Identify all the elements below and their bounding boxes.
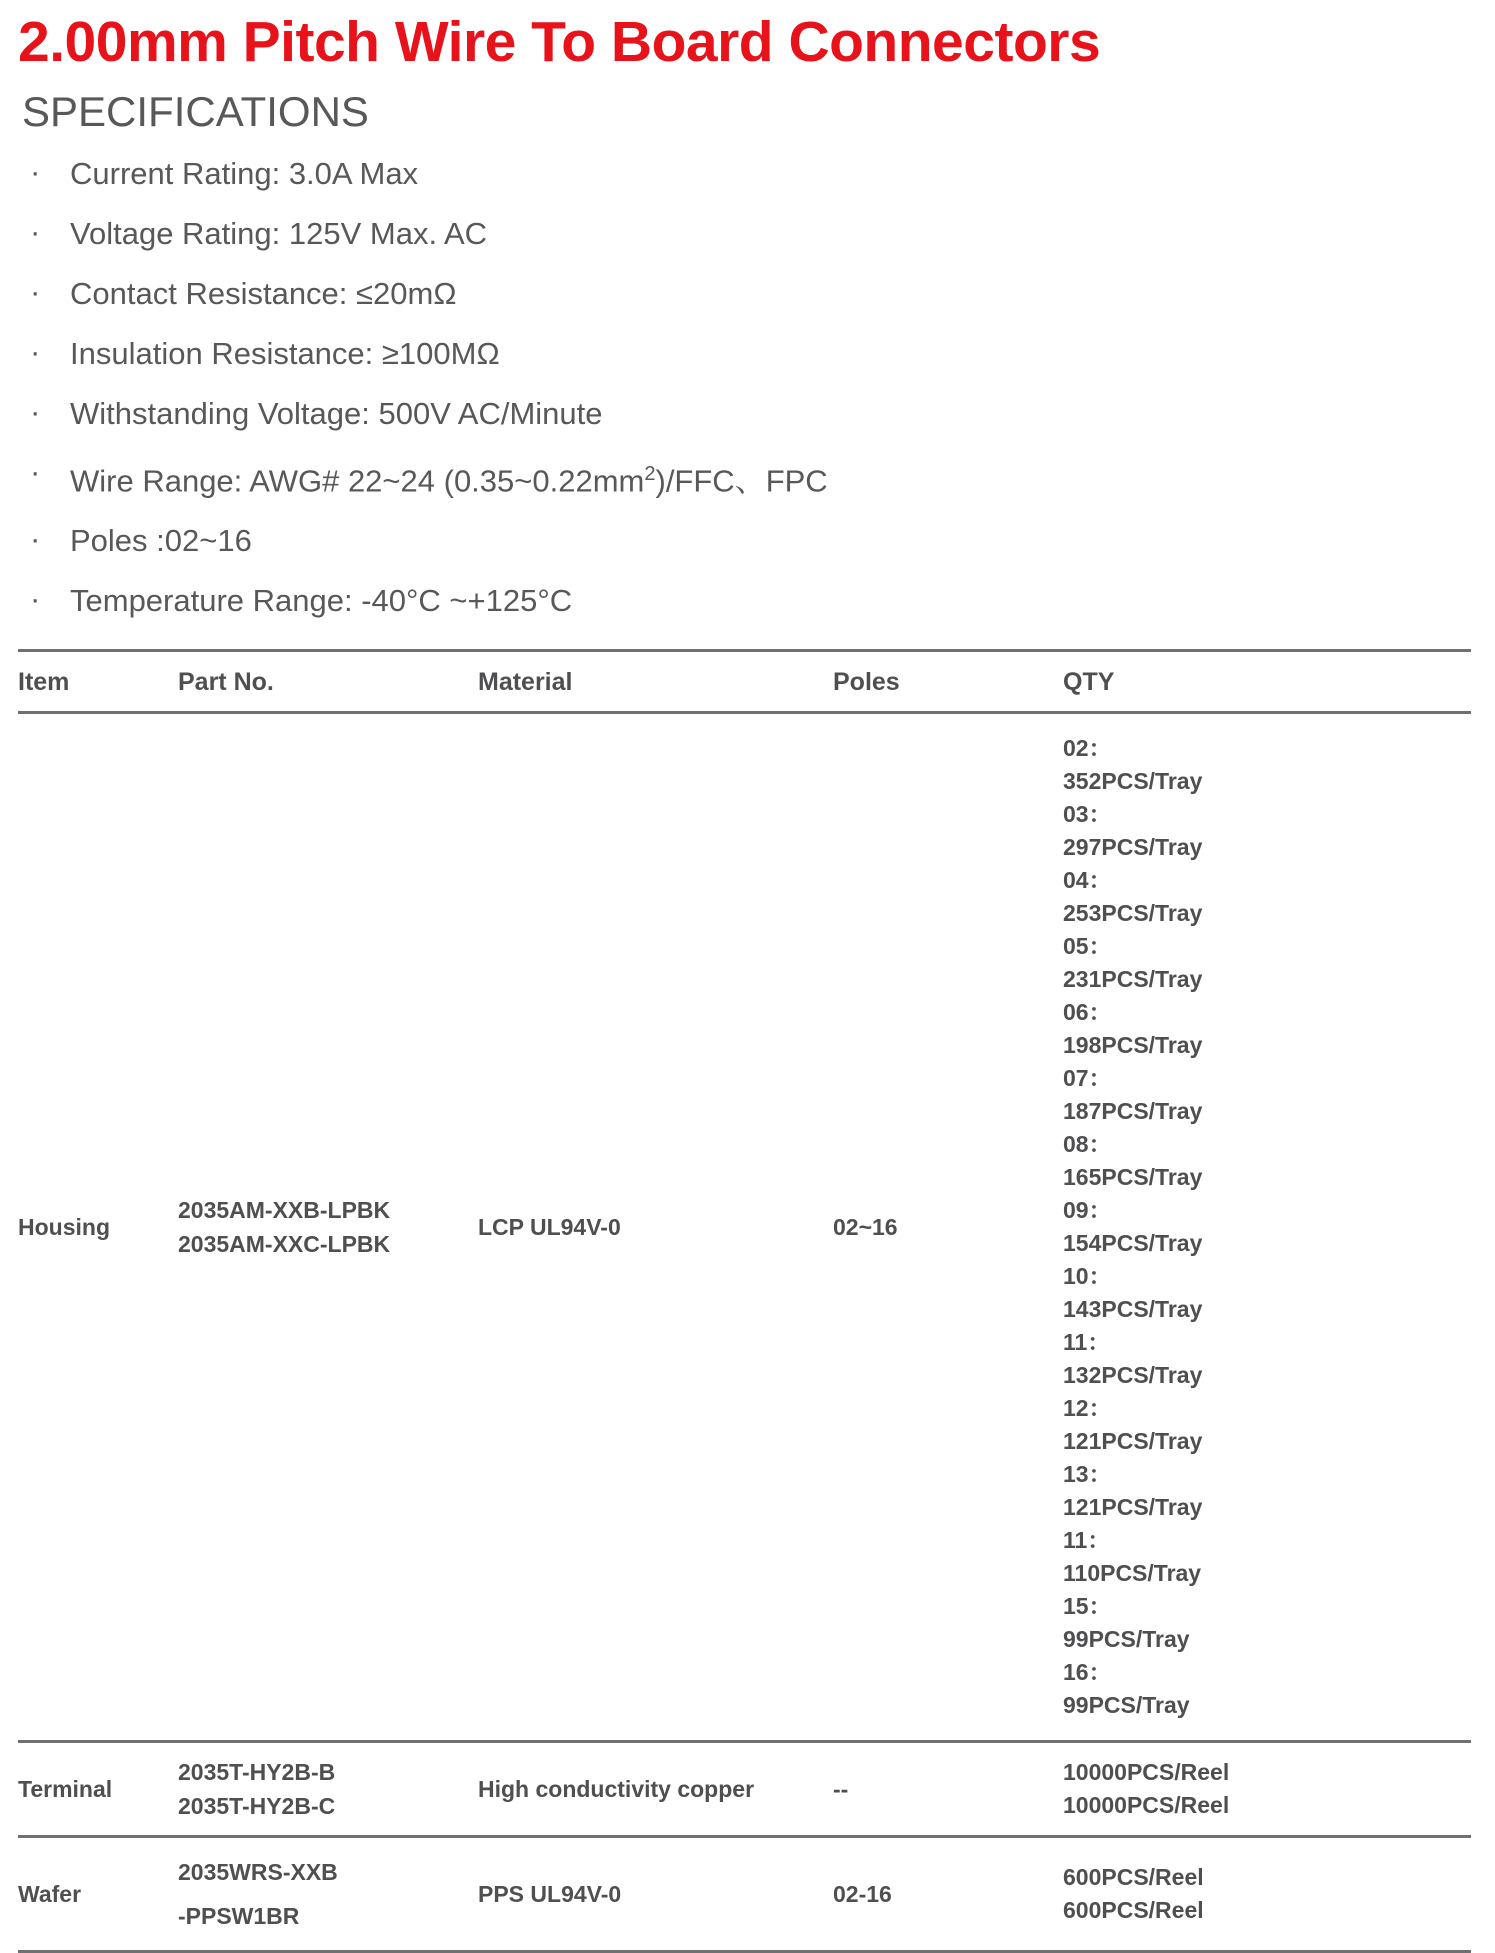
cell-part-no (178, 1742, 478, 1837)
qty-pole: 10： (1063, 1263, 1112, 1290)
cell-material: PPS UL94V-0 (478, 1837, 833, 1952)
part-no-line: 2035AM-XXC-LPBK (178, 1231, 391, 1258)
qty-value: 121PCS/Tray (1063, 1494, 1203, 1521)
qty-value: 187PCS/Tray (1063, 1098, 1203, 1125)
spec-item: · Insulation Resistance: ≥100MΩ (22, 324, 1481, 384)
cell-part-no (178, 713, 478, 1742)
spec-item: · Wire Range: AWG# 22~24 $(0.35\sim 0.22mm^2)$/FFC、FPC (22, 444, 1481, 511)
spec-item: · Withstanding Voltage: 500V AC/Minute (22, 384, 1481, 444)
qty-value: 297PCS/Tray (1063, 834, 1203, 861)
spec-item: · Temperature Range: -40°C ~+125°C (22, 571, 1481, 631)
qty-value: 352PCS/Tray (1063, 768, 1203, 795)
table-row (18, 1837, 1471, 1952)
spec-item: · Current Rating: 3.0A Max (22, 144, 1481, 204)
part-no-line: 2035T-HY2B-C (178, 1793, 336, 1820)
qty-row (1063, 1458, 1471, 1524)
qty-row (1063, 1392, 1471, 1458)
qty-row (1063, 996, 1471, 1062)
qty-pole: 13： (1063, 1461, 1112, 1488)
qty-value: 154PCS/Tray (1063, 1230, 1203, 1257)
part-no-line: 2035AM-XXB-LPBK (178, 1197, 391, 1224)
part-no-line: 2035T-HY2B-B (178, 1759, 336, 1786)
qty-row (1063, 732, 1471, 798)
part-no-lines (178, 1850, 478, 1938)
qty-breakdown-list (1063, 732, 1471, 1722)
qty-pole: 07： (1063, 1065, 1112, 1092)
cell-qty (1063, 713, 1471, 1742)
cell-qty (1063, 1742, 1471, 1837)
qty-row (1063, 1656, 1471, 1722)
qty-lines (1063, 1756, 1471, 1822)
page-title: 2.00mm Pitch Wire To Board Connectors (18, 10, 1101, 74)
spec-item: · Poles :02~16 (22, 511, 1481, 571)
table-row (18, 713, 1471, 1742)
qty-pole: 06： (1063, 999, 1112, 1026)
qty-value: 143PCS/Tray (1063, 1296, 1203, 1323)
cell-part-no (178, 1837, 478, 1952)
qty-value: 121PCS/Tray (1063, 1428, 1203, 1455)
qty-lines (1063, 1861, 1471, 1927)
qty-row (1063, 1326, 1471, 1392)
qty-pole: 04： (1063, 867, 1112, 894)
column-header-qty: QTY (1063, 651, 1471, 713)
qty-value: 99PCS/Tray (1063, 1692, 1190, 1719)
qty-pole: 05： (1063, 933, 1112, 960)
qty-value: 231PCS/Tray (1063, 966, 1203, 993)
cell-item: Housing (18, 713, 178, 1742)
qty-value: 600PCS/Reel (1063, 1864, 1204, 1891)
qty-value: 253PCS/Tray (1063, 900, 1203, 927)
qty-row (1063, 1260, 1471, 1326)
qty-row (1063, 1128, 1471, 1194)
part-no-line: 2035WRS-XXB (178, 1859, 338, 1886)
specifications-list (22, 144, 1481, 631)
qty-row (1063, 798, 1471, 864)
qty-pole: 03： (1063, 801, 1112, 828)
table-header (18, 651, 1471, 713)
qty-value: 600PCS/Reel (1063, 1897, 1204, 1924)
cell-item: Wafer (18, 1837, 178, 1952)
qty-value: 10000PCS/Reel (1063, 1759, 1230, 1786)
qty-pole: 02： (1063, 735, 1112, 762)
parts-table (18, 649, 1471, 1953)
qty-value: 165PCS/Tray (1063, 1164, 1203, 1191)
column-header-poles: Poles (833, 651, 1063, 713)
part-no-lines (178, 1755, 478, 1823)
cell-material: High conductivity copper (478, 1742, 833, 1837)
qty-value: 110PCS/Tray (1063, 1560, 1202, 1587)
qty-pole: 16： (1063, 1659, 1112, 1686)
qty-value: 132PCS/Tray (1063, 1362, 1203, 1389)
column-header-part-no: Part No. (178, 651, 478, 713)
qty-pole: 11： (1063, 1329, 1111, 1356)
part-no-line: -PPSW1BR (178, 1903, 300, 1930)
qty-row (1063, 1590, 1471, 1656)
spec-item: · Contact Resistance: ≤20mΩ (22, 264, 1481, 324)
qty-row (1063, 1194, 1471, 1260)
parts-table-container (14, 649, 1481, 1953)
qty-pole: 08： (1063, 1131, 1112, 1158)
cell-poles: 02~16 (833, 713, 1063, 1742)
spec-item: · Voltage Rating: 125V Max. AC (22, 204, 1481, 264)
cell-poles: 02-16 (833, 1837, 1063, 1952)
table-body (18, 713, 1471, 1952)
qty-value: 99PCS/Tray (1063, 1626, 1190, 1653)
qty-value: 198PCS/Tray (1063, 1032, 1203, 1059)
column-header-item: Item (18, 651, 178, 713)
qty-pole: 12： (1063, 1395, 1112, 1422)
qty-value: 10000PCS/Reel (1063, 1792, 1230, 1819)
table-header-row (18, 651, 1471, 713)
cell-material: LCP UL94V-0 (478, 713, 833, 1742)
cell-qty (1063, 1837, 1471, 1952)
qty-row (1063, 1524, 1471, 1590)
specifications-heading: SPECIFICATIONS (22, 88, 369, 135)
datasheet-page (0, 6, 1495, 1930)
part-no-lines (178, 1193, 478, 1261)
qty-pole: 15： (1063, 1593, 1112, 1620)
column-header-material: Material (478, 651, 833, 713)
cell-item: Terminal (18, 1742, 178, 1837)
qty-row (1063, 1062, 1471, 1128)
table-row (18, 1742, 1471, 1837)
qty-pole: 11： (1063, 1527, 1111, 1554)
qty-row (1063, 864, 1471, 930)
qty-row (1063, 930, 1471, 996)
cell-poles: -- (833, 1742, 1063, 1837)
qty-pole: 09： (1063, 1197, 1112, 1224)
